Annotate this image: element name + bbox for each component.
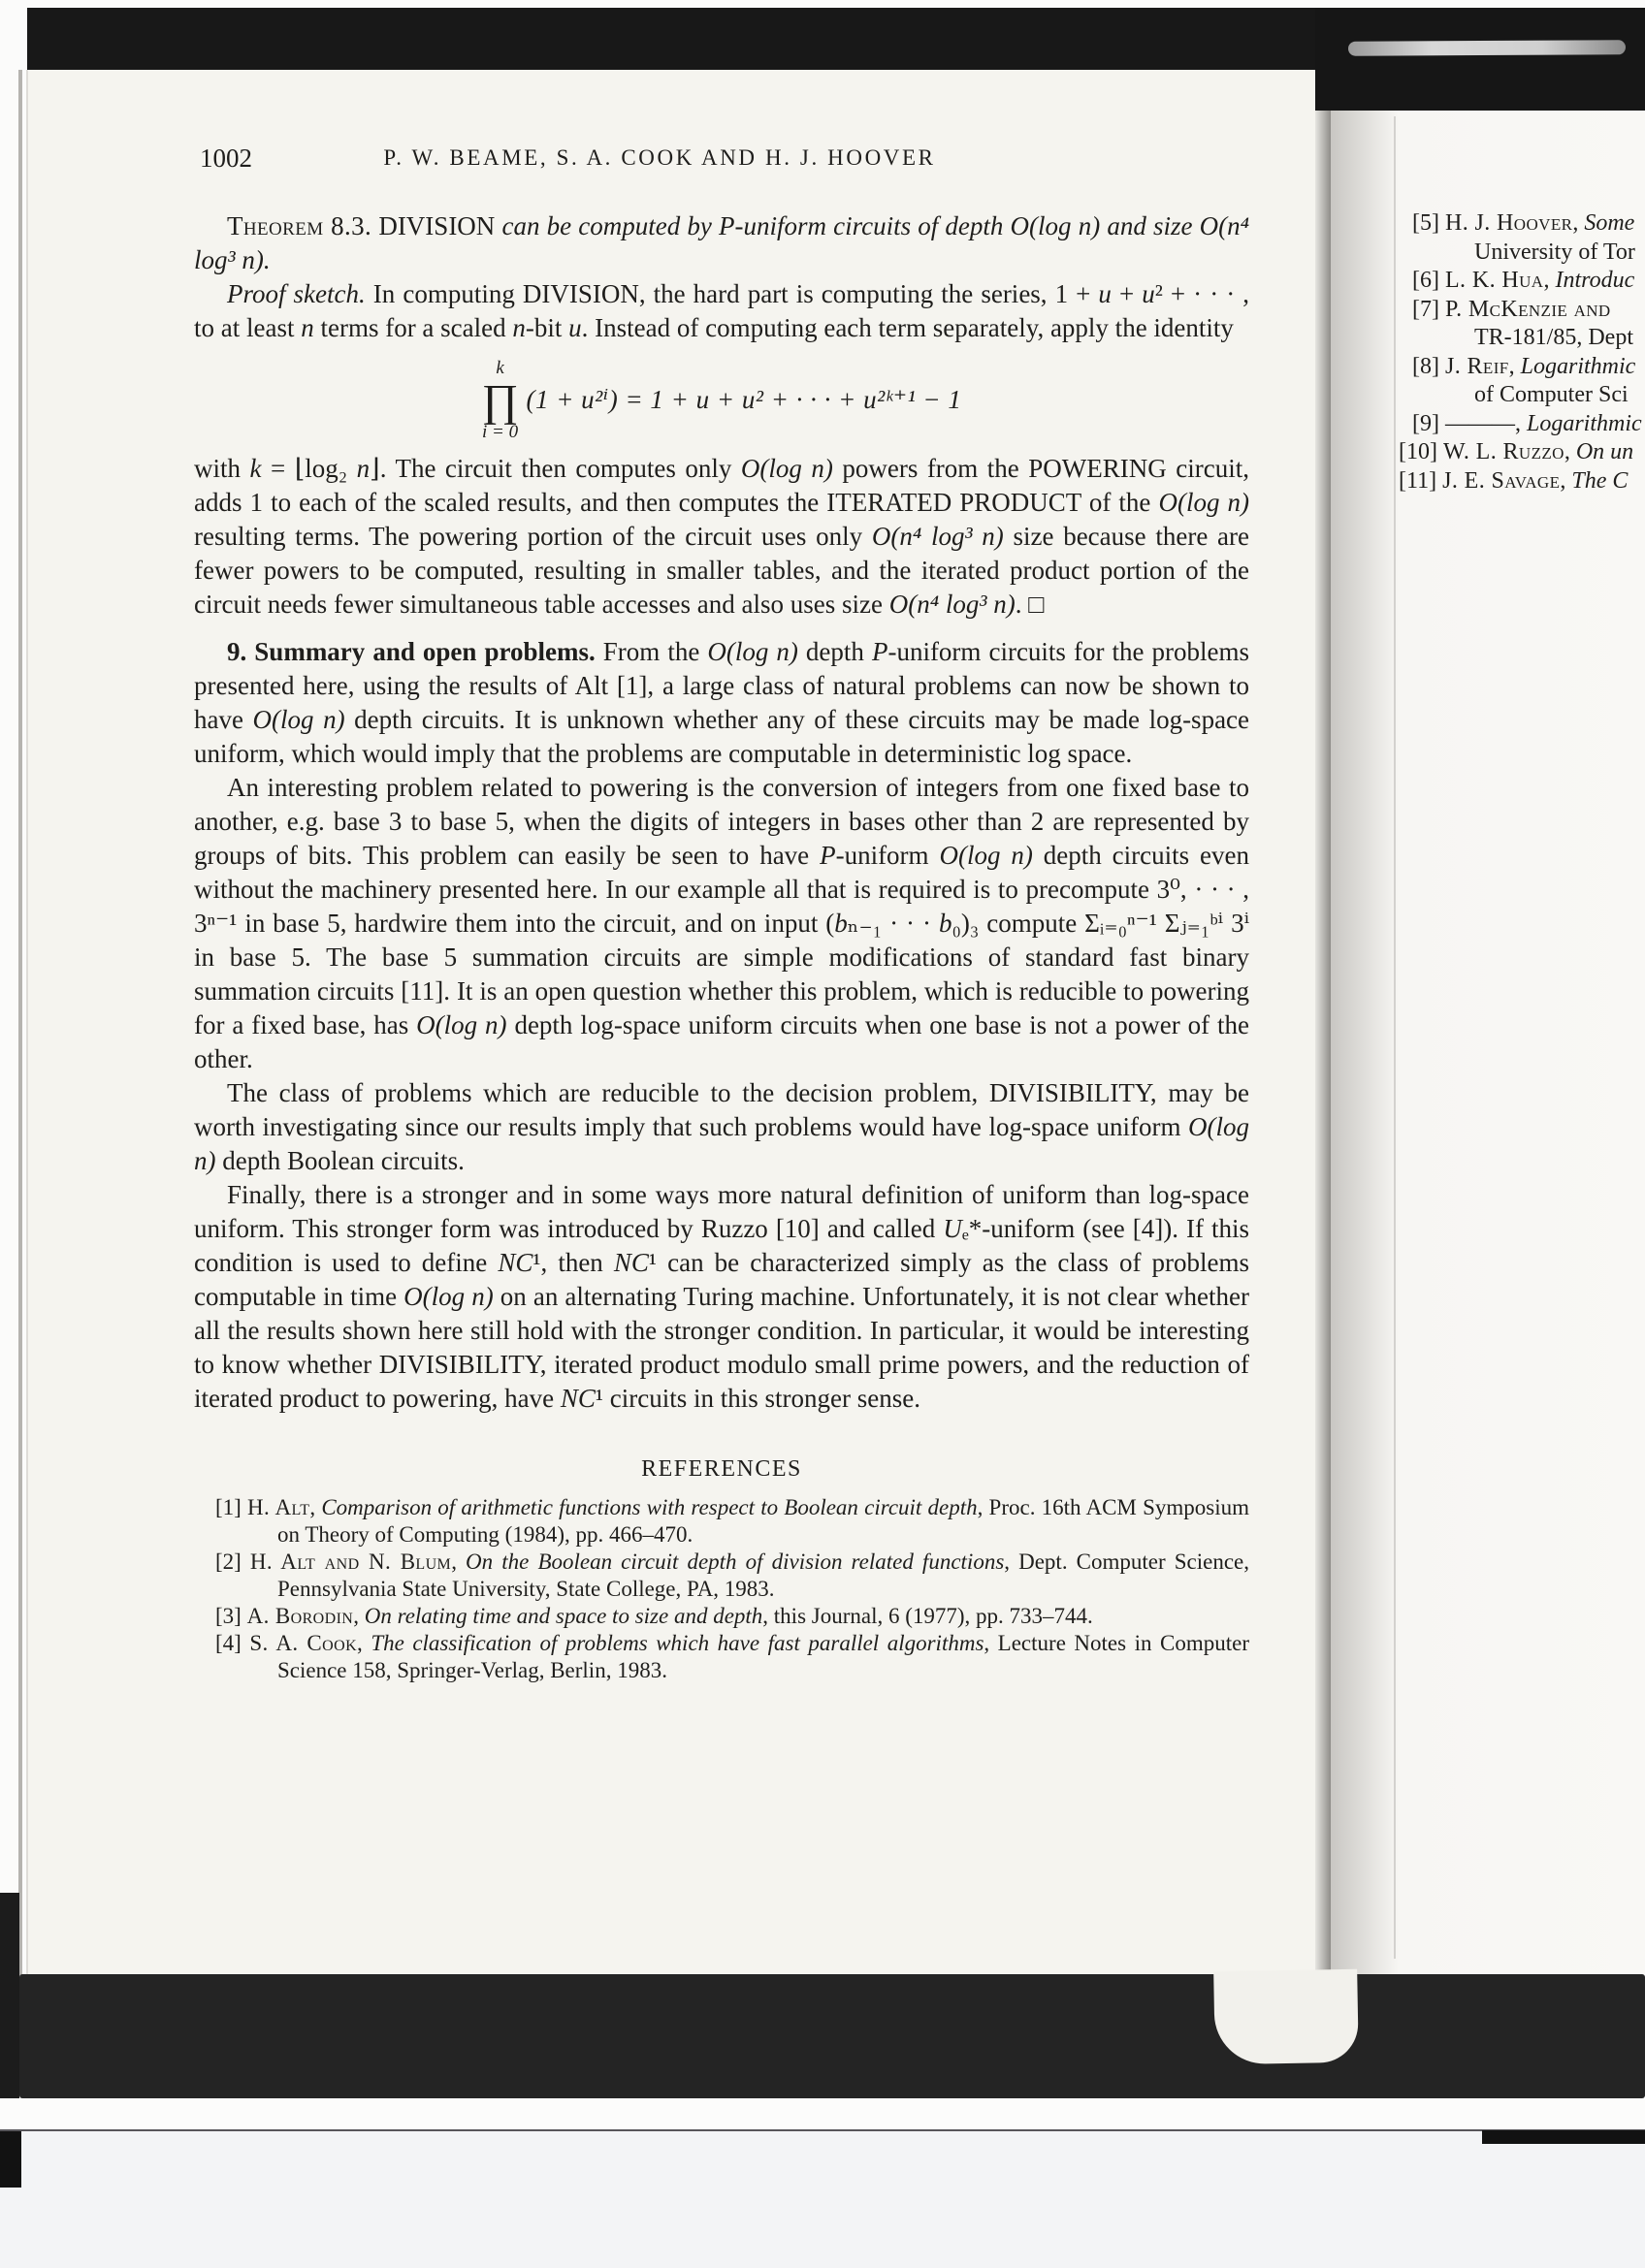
text-segment: , (451, 1549, 467, 1574)
text-segment: The C (1571, 467, 1629, 494)
text-segment: , (1560, 467, 1572, 494)
text-segment: On the Boolean circuit depth of division related functions (466, 1549, 1005, 1574)
references-heading: REFERENCES (641, 1455, 802, 1482)
page-corner-curl (1213, 1969, 1359, 2065)
text-segment: [3] (215, 1603, 247, 1628)
reference-8 (1399, 353, 1645, 382)
main-text-column (194, 144, 1249, 1684)
text-segment: , this Journal, 6 (1977), pp. 733–744. (762, 1603, 1093, 1628)
text-segment: Some (1584, 210, 1635, 236)
text-segment: depth log-space uniform circuits when one base is not a power of the other. (194, 1009, 1249, 1073)
text-segment: The class of problems which are reducible to the decision problem, DIVISIBILITY, may be worth investigating since our results imply that such problems would have log-space uniform (194, 1077, 1249, 1141)
reference-6 (1399, 267, 1645, 296)
text-segment: ¹, then (532, 1247, 614, 1277)
text-segment: n (512, 313, 526, 342)
text-segment: J. Reif (1444, 353, 1509, 379)
text-segment: Introduc (1555, 268, 1635, 293)
text-segment: ¹ circuits in this stronger sense. (595, 1383, 920, 1413)
theorem-paragraph (194, 209, 1249, 277)
text-segment: depth (797, 636, 872, 666)
text-segment: , (357, 1630, 371, 1655)
reference-8-cont (1399, 381, 1645, 410)
reference-7-cont (1399, 324, 1645, 353)
text-segment: , (1508, 353, 1521, 379)
text-segment: n (301, 313, 314, 342)
facing-page-references (1399, 209, 1645, 495)
text-segment: From the (602, 636, 708, 666)
text-segment: [5] (1412, 210, 1445, 236)
product-lower-limit: i = 0 (481, 421, 519, 442)
text-segment: [10] (1399, 439, 1443, 464)
text-segment: University of Tor (1474, 239, 1635, 265)
page-header (194, 144, 1249, 173)
text-segment: , (1564, 439, 1576, 464)
reference-5 (1399, 209, 1645, 239)
bottom-white-strip (0, 2098, 1645, 2129)
text-segment: -bit (525, 313, 569, 342)
text-segment: On un (1575, 439, 1634, 464)
text-segment: k (249, 453, 262, 483)
text-segment: with (194, 453, 250, 483)
facing-page-curl-line (1394, 116, 1396, 1959)
base-conversion-paragraph (194, 771, 1249, 1076)
reference-2 (194, 1549, 1249, 1603)
text-segment: on an alternating Turing machine. Unfortunately, it is not clear whether all the results shown here still hold with the stronger condition. In particular, it would be interesting to know whether DIVISIBILITY, iterated product modulo small prime powers, and the reduction of iterated product to powering, have (194, 1281, 1250, 1413)
text-segment: ¹ can be characterized simply as the class of problems computable in time (194, 1247, 1250, 1311)
reference-10 (1399, 438, 1645, 467)
text-segment: ₀)₃ compute Σᵢ₌₀ⁿ⁻¹ Σⱼ₌₁ᵇⁱ 3ⁱ in base 5. The base 5 summation circuits are simple modifications of standard fast binary summation circuits [11]. It is an open question whether this problem, which is reducible to powering for a fixed base, has (194, 908, 1249, 1039)
section-9-paragraph (194, 635, 1249, 771)
text-segment: [8] (1412, 353, 1445, 379)
text-segment: NC (560, 1383, 596, 1413)
text-segment: Theorem 8.3. (227, 211, 372, 240)
scanner-background-top-right (1315, 8, 1645, 111)
text-segment: ² + · · · , to at least (194, 279, 1250, 342)
text-segment: O(log n) (194, 1111, 1249, 1175)
left-page-edge-highlight (26, 70, 28, 1982)
bottom-scan-margin (0, 2131, 1645, 2268)
text-segment: , Lecture Notes in Computer Science 158, Springer-Verlag, Berlin, 1983. (277, 1630, 1250, 1682)
product-symbol: ∏ (481, 374, 519, 425)
scanner-background-bottom (19, 1974, 1645, 2098)
text-segment: 9. Summary and open problems. (227, 636, 603, 666)
text-segment: depth circuits even without the machinery presented here. In our example all that is required is to precompute 3⁰, · · · , 3ⁿ⁻¹ in base 5, hardwire them into the circuit, and on input ( (194, 840, 1249, 938)
text-segment: O(log n) (416, 1009, 507, 1039)
text-segment: DIVISION (371, 211, 502, 240)
text-segment: u (1142, 279, 1155, 308)
text-segment: Logarithmic (1526, 410, 1642, 436)
text-segment: b (938, 908, 952, 938)
product-upper-limit: k (496, 358, 504, 378)
text-segment: S. A. Cook (249, 1630, 358, 1655)
body-text (194, 209, 1249, 1684)
text-segment: O(n⁴ log³ n) (871, 521, 1004, 551)
product-operator (482, 359, 519, 442)
text-segment: [7] (1412, 296, 1445, 322)
text-segment: , (1572, 210, 1585, 236)
references-list (194, 1494, 1249, 1684)
text-segment: ₑ*-uniform (see [4]). If this condition is used to define (194, 1213, 1249, 1277)
text-segment: U (943, 1213, 962, 1243)
text-segment: -uniform (835, 840, 940, 870)
text-segment: H. Alt (247, 1494, 310, 1519)
reference-9 (1399, 410, 1645, 439)
text-segment: of Computer Sci (1474, 382, 1629, 407)
bottom-left-black-mark (0, 2131, 21, 2188)
text-segment: A. Borodin (246, 1603, 354, 1628)
text-segment: O(log n) (740, 453, 833, 483)
reference-4 (194, 1630, 1249, 1684)
text-segment: The classification of problems which have fast parallel algorithms (371, 1630, 984, 1655)
equation-body: (1 + u²ⁱ) = 1 + u + u² + · · · + u²ᵏ⁺¹ − 1 (526, 385, 962, 415)
reference-11 (1399, 467, 1645, 496)
bottom-right-black-mark (1482, 2130, 1645, 2144)
text-segment: , Proc. 16th ACM Symposium on Theory of Computing (1984), pp. 466–470. (277, 1494, 1249, 1547)
product-identity-equation (194, 359, 1249, 442)
text-segment: O(n⁴ log³ n) (888, 589, 1016, 619)
text-segment: depth circuits. It is unknown whether any of these circuits may be made log-space uniform, which would imply that the problems are computable in deterministic log space. (194, 704, 1250, 768)
scanner-background-left-strip (0, 1893, 19, 2098)
text-segment: , Dept. Computer Science, Pennsylvania State University, State College, PA, 1983. (277, 1549, 1250, 1601)
text-segment: [11] (1399, 467, 1443, 494)
bottom-rule-line (0, 2129, 1645, 2131)
text-segment: W. L. Ruzzo (1442, 439, 1564, 464)
page-gap-shadow (1315, 107, 1331, 1982)
text-segment: O(log n) (1158, 487, 1250, 517)
text-segment: ⌋. The circuit then computes only (370, 453, 741, 483)
text-segment: L. K. Hua (1444, 268, 1544, 293)
text-segment: , (1543, 268, 1556, 293)
text-segment: -uniform circuits for the problems presented here, using the results of Alt [1], a large class of natural problems can now be shown to have (194, 636, 1250, 734)
reference-3 (194, 1603, 1249, 1630)
text-segment: An interesting problem related to powering is the conversion of integers from one fixed base to another, e.g. base 3 to base 5, when the digits of integers in bases other than 2 are represented by groups of bits. This problem can easily be seen to have (194, 772, 1249, 870)
with-k-paragraph (194, 452, 1249, 622)
text-segment: [9] ———, (1412, 410, 1527, 436)
text-segment: H. J. Hoover (1444, 210, 1573, 236)
text-segment: ₙ₋₁ · · · (847, 908, 939, 938)
text-segment: H. Alt and N. Blum (249, 1549, 452, 1574)
text-segment: O(log n) (252, 704, 345, 734)
text-segment: , (309, 1494, 322, 1519)
text-segment: Proof sketch. (227, 279, 366, 308)
divisibility-paragraph (194, 1076, 1249, 1178)
text-segment: b (834, 908, 848, 938)
text-segment: [6] (1412, 268, 1445, 293)
text-segment: . Instead of computing each term separately, apply the identity (581, 313, 1234, 342)
text-segment: [1] (215, 1494, 248, 1519)
text-segment: resulting terms. The powering portion of the circuit uses only (194, 521, 872, 551)
text-segment: Comparison of arithmetic functions with respect to Boolean circuit depth (321, 1494, 978, 1519)
text-segment: . □ (1015, 589, 1045, 619)
text-segment: NC (613, 1247, 649, 1277)
text-segment: O(log n) (403, 1281, 494, 1311)
reference-1 (194, 1494, 1249, 1549)
text-segment: n (356, 453, 371, 483)
text-segment: In computing DIVISION, the hard part is computing the series, 1 + (365, 279, 1099, 308)
text-segment: J. E. Savage (1442, 467, 1561, 494)
proof-sketch-paragraph (194, 277, 1249, 345)
reference-7 (1399, 296, 1645, 325)
text-segment: O(log n) (707, 636, 798, 666)
text-segment: can be computed by P-uniform circuits of depth O(log n) and size O(n⁴ log³ n). (194, 211, 1250, 274)
text-segment: + (1111, 279, 1143, 308)
text-segment: u (1098, 279, 1112, 308)
text-segment: [2] (215, 1549, 250, 1574)
text-segment: size because there are fewer powers to be computed, resulting in smaller tables, and the iterated product portion of the circuit needs fewer simultaneous table accesses and also uses size (194, 521, 1250, 619)
text-segment: P. McKenzie and (1444, 296, 1611, 322)
book-fore-edge-streak (1348, 40, 1626, 55)
text-segment: terms for a scaled (313, 313, 513, 342)
text-segment: [4] (215, 1630, 250, 1655)
page-number: 1002 (200, 144, 252, 173)
text-segment: P (871, 636, 888, 666)
text-segment: powers from the POWERING circuit, adds 1 to each of the scaled results, and then computes the ITERATED PRODUCT of the (194, 453, 1249, 517)
text-segment: depth Boolean circuits. (215, 1145, 465, 1175)
text-segment: On relating time and space to size and depth (364, 1603, 763, 1628)
text-segment: = ⌊log₂ (261, 453, 357, 483)
text-segment: Finally, there is a stronger and in some ways more natural definition of uniform than log-space uniform. This stronger form was introduced by Ruzzo [10] and called (194, 1179, 1249, 1243)
running-head: P. W. BEAME, S. A. COOK AND H. J. HOOVER (383, 145, 936, 170)
left-page-edge-line (18, 70, 22, 1982)
text-segment: P (820, 840, 836, 870)
stronger-uniformity-paragraph (194, 1178, 1249, 1416)
text-segment: u (568, 313, 582, 342)
text-segment: NC (498, 1247, 533, 1277)
text-segment: TR-181/85, Dept (1474, 325, 1633, 350)
reference-5-cont (1399, 239, 1645, 268)
text-segment: , (353, 1603, 365, 1628)
text-segment: O(log n) (939, 840, 1033, 870)
text-segment: Logarithmic (1520, 353, 1636, 379)
